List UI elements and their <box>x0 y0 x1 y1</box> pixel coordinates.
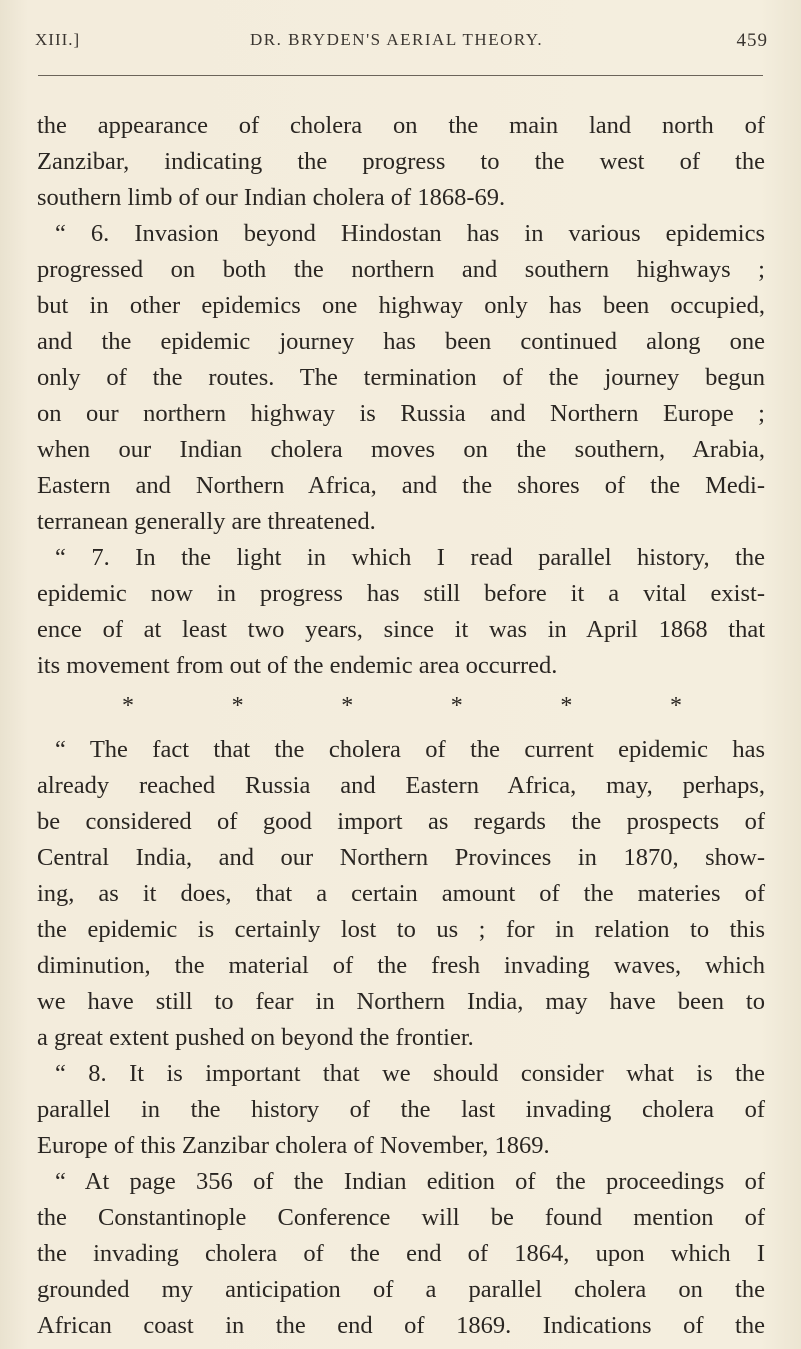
asterisk: * <box>231 693 244 719</box>
body-text <box>37 108 765 1344</box>
text-line: progressed on both the northern and southern highways ; <box>37 256 765 283</box>
text-line: its movement from out of the endemic area occurred. <box>37 652 558 679</box>
text-line: but in other epidemics one highway only has been occupied, <box>37 292 765 319</box>
text-line: diminution, the material of the fresh invading waves, which <box>37 952 765 979</box>
asterisk: * <box>341 693 354 719</box>
text-line: be considered of good import as regards the prospects of <box>37 808 765 835</box>
text-line: “ 8. It is important that we should consider what is the <box>55 1060 765 1087</box>
text-line: African coast in the end of 1869. Indications of the <box>37 1312 765 1339</box>
text-line: the appearance of cholera on the main land north of <box>37 112 765 139</box>
page-number: 459 <box>736 30 768 51</box>
text-line: when our Indian cholera moves on the southern, Arabia, <box>37 436 765 463</box>
text-line: Central India, and our Northern Provinces in 1870, show- <box>37 844 765 871</box>
running-head <box>35 30 768 60</box>
asterisk: * <box>560 693 573 719</box>
text-line: the epidemic is certainly lost to us ; for in relation to this <box>37 916 765 943</box>
text-line: and the epidemic journey has been continued along one <box>37 328 765 355</box>
text-line: “ 6. Invasion beyond Hindostan has in various epidemics <box>55 220 765 247</box>
text-line: the invading cholera of the end of 1864, upon which I <box>37 1240 765 1267</box>
asterisk: * <box>450 693 463 719</box>
text-line: “ At page 356 of the Indian edition of the proceedings of <box>55 1168 765 1195</box>
text-line: parallel in the history of the last invading cholera of <box>37 1096 765 1123</box>
text-line: already reached Russia and Eastern Africa, may, perhaps, <box>37 772 765 799</box>
text-line: Europe of this Zanzibar cholera of November, 1869. <box>37 1132 550 1159</box>
chapter-marker: XIII.] <box>35 30 81 49</box>
header-rule <box>38 75 763 76</box>
text-line: only of the routes. The termination of the journey begun <box>37 364 765 391</box>
asterisk: * <box>122 693 134 719</box>
text-line: grounded my anticipation of a parallel cholera on the <box>37 1276 765 1303</box>
text-line: the Constantinople Conference will be found mention of <box>37 1204 765 1231</box>
text-line: on our northern highway is Russia and Northern Europe ; <box>37 400 765 427</box>
text-line: terranean generally are threatened. <box>37 508 376 535</box>
asterisk: * <box>669 693 682 719</box>
text-line: “ The fact that the cholera of the current epidemic has <box>55 736 765 763</box>
text-line: ence of at least two years, since it was in April 1868 that <box>37 616 765 643</box>
text-line: Zanzibar, indicating the progress to the west of the <box>37 148 765 175</box>
text-line: epidemic now in progress has still before it a vital exist- <box>37 580 765 607</box>
section-break-stars <box>122 684 682 728</box>
running-title: DR. BRYDEN'S AERIAL THEORY. <box>250 30 544 49</box>
text-line: southern limb of our Indian cholera of 1868-69. <box>37 184 506 211</box>
text-line: Eastern and Northern Africa, and the shores of the Medi- <box>37 472 765 499</box>
text-line: we have still to fear in Northern India, may have been to <box>37 988 765 1015</box>
text-line: “ 7. In the light in which I read parallel history, the <box>55 544 765 571</box>
text-line: a great extent pushed on beyond the frontier. <box>37 1024 474 1051</box>
text-line: ing, as it does, that a certain amount of the materies of <box>37 880 765 907</box>
